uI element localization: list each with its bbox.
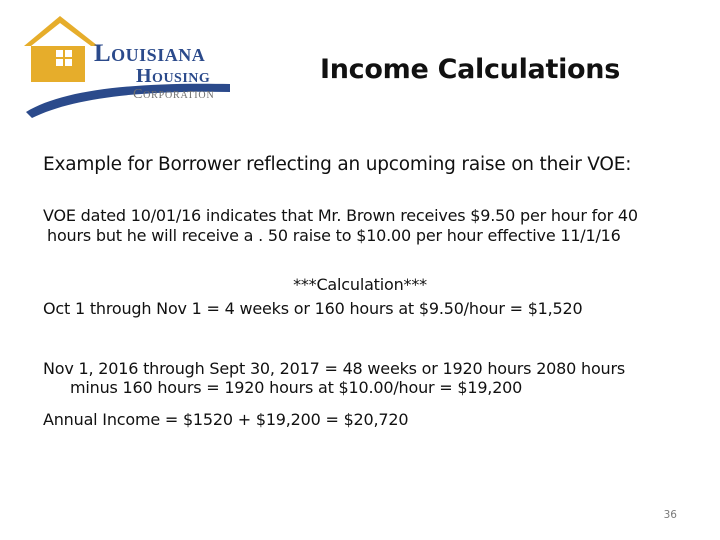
slide-title: Income Calculations xyxy=(320,54,620,85)
logo-text-housing: Housing xyxy=(136,65,211,87)
example-heading: Example for Borrower reflecting an upcoming raise on their VOE: xyxy=(43,154,632,175)
voe-text-line-2: hours but he will receive a . 50 raise to $10.00 per hour effective 11/1/16 xyxy=(47,226,621,245)
voe-text-line-1: VOE dated 10/01/16 indicates that Mr. Brown receives $9.50 per hour for 40 xyxy=(43,206,638,225)
calculation-line-nov-sept: Nov 1, 2016 through Sept 30, 2017 = 48 weeks or 1920 hours 2080 hours xyxy=(43,359,625,378)
calculation-line-minus-hours: minus 160 hours = 1920 hours at $10.00/hour = $19,200 xyxy=(70,378,523,397)
calculation-label: ***Calculation*** xyxy=(293,275,427,294)
louisiana-housing-corporation-logo xyxy=(22,12,242,120)
page-number: 36 xyxy=(663,509,677,521)
logo-text-corporation: Corporation xyxy=(133,87,215,102)
logo-text-louisiana: Louisiana xyxy=(94,40,206,67)
calculation-line-oct-nov: Oct 1 through Nov 1 = 4 weeks or 160 hours at $9.50/hour = $1,520 xyxy=(43,299,583,318)
annual-income-line: Annual Income = $1520 + $19,200 = $20,720 xyxy=(43,410,409,429)
